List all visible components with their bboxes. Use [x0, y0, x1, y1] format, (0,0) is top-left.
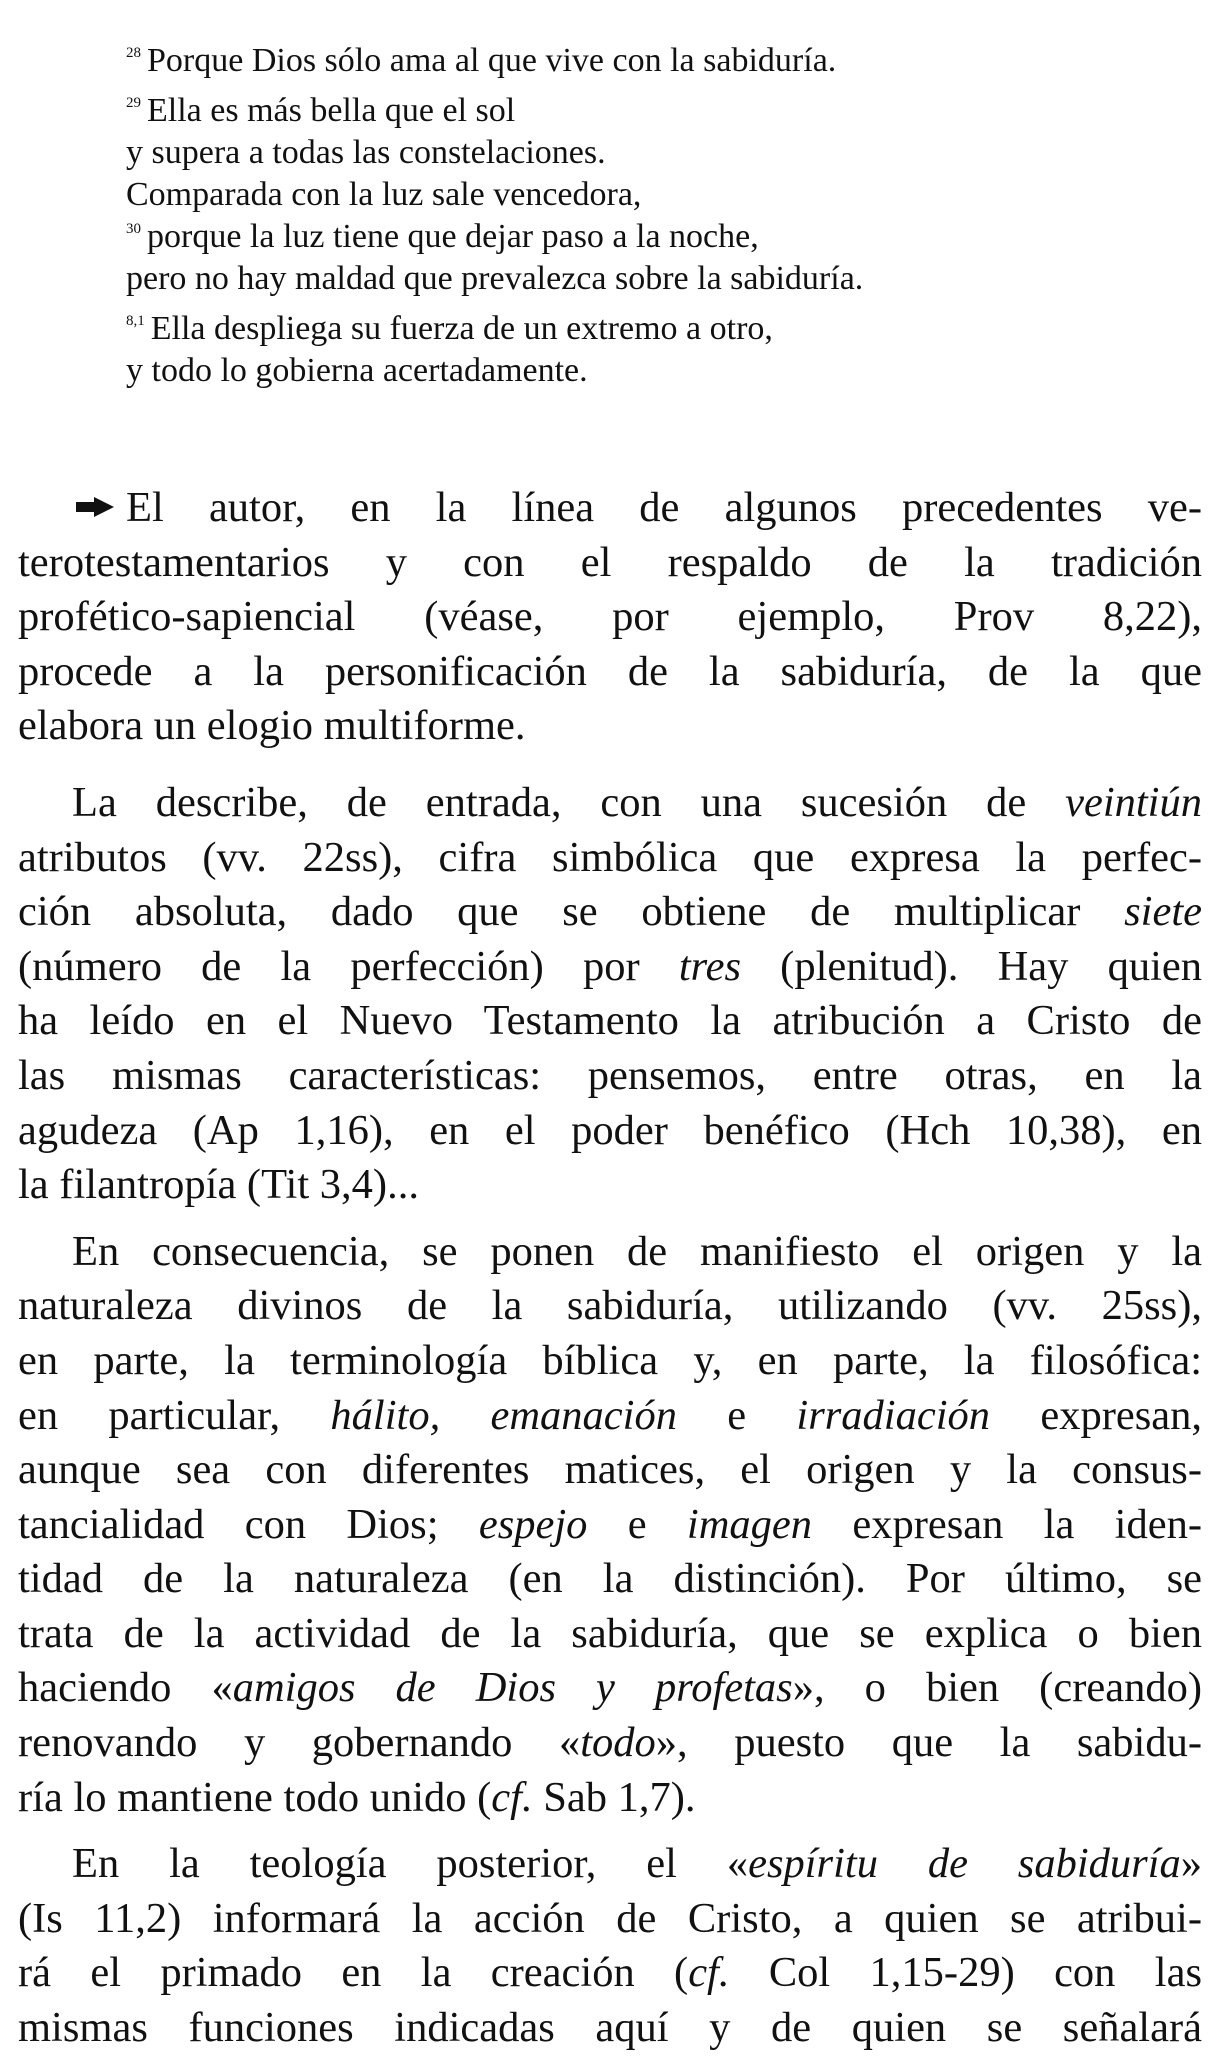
text-line [18, 1661, 1202, 1716]
text-line [18, 481, 1202, 536]
italic-term: veintiún [1065, 778, 1202, 826]
text: En la teología posterior, el « [72, 1840, 749, 1888]
verse-quotation [126, 40, 1126, 400]
text-line [18, 1498, 1202, 1553]
text-line: (Is 11,2) informará la acción de Cristo, a quien se atribui- [18, 1894, 1202, 1942]
text-line [18, 885, 1202, 940]
text-line: naturaleza divinos de la sabiduría, utilizando (vv. 25ss), [18, 1282, 1202, 1330]
text: e [587, 1500, 687, 1548]
text-line: mismas funciones indicadas aquí y de quien se señalará [18, 2004, 1202, 2052]
heavy-right-arrow-icon [76, 497, 114, 517]
italic-quote: todo [580, 1719, 656, 1767]
text-line: la filantropía (Tit 3,4)... [18, 1161, 419, 1209]
verse-line [126, 308, 1126, 350]
text: expresan la iden- [812, 1500, 1202, 1548]
text: Sab 1,7). [532, 1773, 696, 1821]
italic-term: irradiación [796, 1391, 991, 1439]
italic-term: siete [1124, 888, 1202, 936]
text-line: tidad de la naturaleza (en la distinción). Por último, se [18, 1555, 1202, 1603]
verse-line [126, 40, 1126, 82]
verse-text: Porque Dios sólo ama al que vive con la sabiduría. [147, 42, 837, 79]
text-line: elabora un elogio multiforme. [18, 702, 526, 750]
text: » [1180, 1840, 1202, 1888]
text-line [18, 1837, 1202, 1892]
italic-quote: espíritu de sabiduría [748, 1840, 1181, 1888]
text-line: procede a la personificación de la sabiduría, de la que [18, 647, 1202, 695]
text-line: atributos (vv. 22ss), cifra simbólica que expresa la perfec- [18, 833, 1202, 881]
verse-number: 29 [126, 95, 141, 111]
text-line [18, 776, 1202, 831]
text: La describe, de entrada, con una sucesión de [72, 778, 1066, 826]
paragraph-4 [18, 1837, 1202, 2055]
text-line [18, 1716, 1202, 1771]
verse-number: 28 [126, 45, 141, 61]
paragraph-2 [18, 776, 1202, 1213]
text-line [18, 1946, 1202, 2001]
text: renovando y gobernando « [18, 1719, 581, 1767]
italic-term: espejo [478, 1500, 588, 1548]
italic-term: imagen [686, 1500, 813, 1548]
italic-quote: amigos de Dios y profetas [232, 1664, 793, 1712]
verse-text: porque la luz tiene que dejar paso a la noche, [147, 218, 759, 255]
verse-number: 30 [126, 221, 141, 237]
paragraph-1 [18, 481, 1202, 754]
text: expresan, [990, 1391, 1202, 1439]
verse-line [126, 216, 1126, 258]
text: », puesto que la sabidu- [655, 1719, 1202, 1767]
verse-text: Ella es más bella que el sol [147, 92, 516, 129]
text-line: terotestamentarios y con el respaldo de la tradición [18, 538, 1202, 586]
verse-number: 8,1 [126, 313, 145, 329]
verse-line: y supera a todas las constelaciones. [126, 134, 606, 171]
paragraph-3 [18, 1225, 1202, 1826]
italic-term: tres [678, 942, 741, 990]
verse-line: pero no hay maldad que prevalezca sobre la sabiduría. [126, 260, 864, 297]
text: haciendo « [18, 1664, 233, 1712]
text: El autor, en la línea de algunos precedentes ve- [126, 484, 1202, 531]
text: rá el primado en la creación ( [18, 1949, 689, 1997]
text: (plenitud). Hay quien [741, 942, 1202, 990]
italic-abbrev: cf. [491, 1773, 533, 1821]
verse-line [126, 90, 1126, 132]
text: en particular, [18, 1391, 331, 1439]
text-line: ha leído en el Nuevo Testamento la atribución a Cristo de [18, 997, 1202, 1045]
text: Col 1,15-29) con las [729, 1949, 1202, 1997]
verse-28 [126, 40, 1126, 82]
text: (número de la perfección) por [18, 942, 679, 990]
text-line: en parte, la terminología bíblica y, en parte, la filosófica: [18, 1336, 1202, 1384]
verse-text: Ella despliega su fuerza de un extremo a otro, [150, 310, 773, 347]
italic-abbrev: cf. [688, 1949, 730, 1997]
verse-29-30 [126, 90, 1126, 300]
text-line: En consecuencia, se ponen de manifiesto el origen y la [72, 1227, 1202, 1275]
text-line: profético-sapiencial (véase, por ejemplo, Prov 8,22), [18, 593, 1202, 641]
verse-8-1 [126, 308, 1126, 392]
text: ría lo mantiene todo unido ( [18, 1773, 492, 1821]
commentary [18, 481, 1202, 2056]
text-line [18, 940, 1202, 995]
text: tancialidad con Dios; [18, 1500, 479, 1548]
text: ción absoluta, dado que se obtiene de multiplicar [18, 888, 1125, 936]
text-line: las mismas características: pensemos, entre otras, en la [18, 1051, 1202, 1099]
text-line: agudeza (Ap 1,16), en el poder benéfico (Hch 10,38), en [18, 1106, 1202, 1154]
verse-line: y todo lo gobierna acertadamente. [126, 352, 588, 389]
verse-line: Comparada con la luz sale vencedora, [126, 176, 642, 213]
text-line [18, 1389, 1202, 1444]
text: e [676, 1391, 797, 1439]
italic-term: hálito, emanación [330, 1391, 677, 1439]
text: », o bien (creando) [792, 1664, 1202, 1712]
text-line [18, 1771, 1202, 1826]
text-line: aunque sea con diferentes matices, el origen y la consus- [18, 1446, 1202, 1494]
text-line: trata de la actividad de la sabiduría, que se explica o bien [18, 1609, 1202, 1657]
